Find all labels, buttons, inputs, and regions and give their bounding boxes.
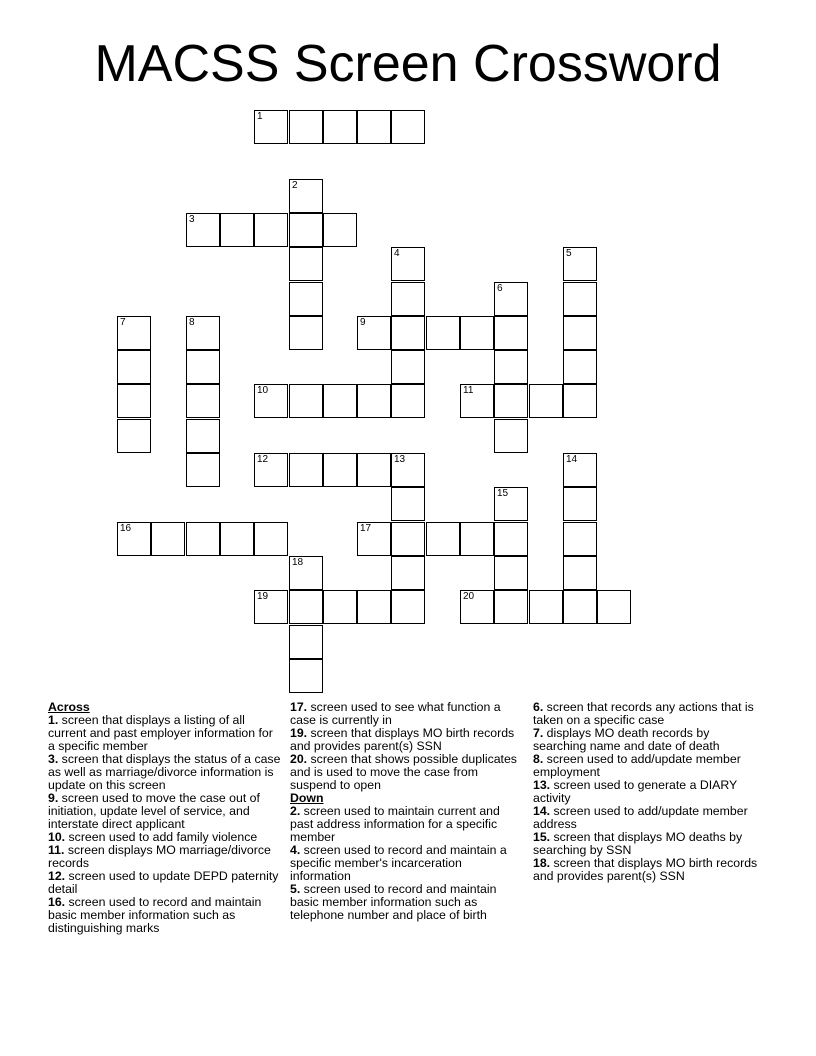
grid-cell[interactable] [494, 384, 528, 418]
clue-text: displays MO death records by searching name and date of death [533, 726, 720, 753]
clue-number: 7 [120, 317, 126, 328]
grid-cell[interactable] [117, 419, 151, 453]
across-header: Across [48, 700, 90, 714]
clue-text: screen used to add family violence [65, 830, 258, 844]
clue-number: 4 [394, 248, 400, 259]
grid-cell[interactable] [254, 590, 288, 624]
clue-text: screen used to add/update member employment [533, 752, 741, 779]
grid-cell[interactable] [117, 522, 151, 556]
clue-label: 7. [533, 726, 544, 740]
clue-text: screen used to maintain current and past address information for a specific member [290, 804, 500, 844]
grid-cell[interactable] [254, 453, 288, 487]
clue-label: 16. [48, 895, 66, 909]
grid-cell[interactable] [460, 384, 494, 418]
clue-text: screen that displays MO deaths by searching by SSN [533, 830, 743, 857]
page-title: MACSS Screen Crossword [94, 35, 722, 93]
clue-number: 6 [497, 283, 503, 294]
clue-text: screen used to update DEPD paternity detail [48, 869, 279, 896]
clue-label: 20. [290, 752, 308, 766]
grid-cell[interactable] [529, 384, 563, 418]
clue-number: 5 [566, 248, 572, 259]
clue-text: screen used to record and maintain basic member information such as telephone number and place of birth [290, 882, 497, 922]
grid-cell[interactable] [494, 487, 528, 521]
grid-cell[interactable] [254, 213, 288, 247]
clue-number: 17 [360, 523, 372, 534]
grid-cell[interactable] [289, 384, 323, 418]
clue-label: 1. [48, 713, 59, 727]
grid-cell[interactable] [186, 350, 220, 384]
grid-cell[interactable] [323, 384, 357, 418]
clue-number: 11 [463, 385, 474, 396]
grid-cell[interactable] [357, 590, 391, 624]
down-clue [533, 857, 763, 883]
grid-cell[interactable] [563, 350, 597, 384]
grid-cell[interactable] [426, 522, 460, 556]
down-clue [533, 779, 763, 805]
clues-column-1 [48, 701, 282, 935]
grid-cell[interactable] [391, 282, 425, 316]
grid-cell[interactable] [391, 487, 425, 521]
clue-number: 9 [360, 317, 366, 328]
down-clue [533, 831, 763, 857]
grid-cell[interactable] [391, 453, 425, 487]
grid-cell[interactable] [563, 556, 597, 590]
clue-text: screen used to see what function a case is currently in [290, 700, 501, 727]
clue-number: 20 [463, 591, 475, 602]
down-clue [533, 701, 763, 727]
grid-cell[interactable] [289, 659, 323, 693]
grid-cell[interactable] [357, 316, 391, 350]
grid-cell[interactable] [323, 110, 357, 144]
clue-label: 6. [533, 700, 544, 714]
grid-cell[interactable] [563, 453, 597, 487]
down-clue [533, 805, 763, 831]
clue-text: screen that displays a listing of all current and past employer information for a specific member [48, 713, 273, 753]
grid-cell[interactable] [460, 316, 494, 350]
grid-cell[interactable] [323, 590, 357, 624]
grid-cell[interactable] [254, 384, 288, 418]
clue-number: 3 [189, 214, 195, 225]
across-clue [290, 701, 526, 727]
across-clue [290, 727, 526, 753]
grid-cell[interactable] [151, 522, 185, 556]
grid-cell[interactable] [186, 453, 220, 487]
clue-label: 8. [533, 752, 544, 766]
down-header: Down [290, 791, 324, 805]
grid-cell[interactable] [494, 556, 528, 590]
clue-text: screen that displays the status of a case as well as marriage/divorce information is update on this screen [48, 752, 281, 792]
grid-cell[interactable] [289, 213, 323, 247]
grid-cell[interactable] [494, 282, 528, 316]
down-clue [290, 844, 526, 883]
across-clue [48, 714, 282, 753]
grid-cell[interactable] [289, 179, 323, 213]
grid-cell[interactable] [494, 350, 528, 384]
grid-cell[interactable] [563, 522, 597, 556]
clue-text: screen used to record and maintain basic member information such as distinguishing marks [48, 895, 262, 935]
clue-label: 15. [533, 830, 551, 844]
grid-cell[interactable] [289, 556, 323, 590]
grid-cell[interactable] [391, 350, 425, 384]
clue-number: 15 [497, 488, 509, 499]
grid-cell[interactable] [289, 110, 323, 144]
grid-cell[interactable] [186, 384, 220, 418]
grid-cell[interactable] [323, 213, 357, 247]
grid-cell[interactable] [289, 316, 323, 350]
clues-column-2 [290, 701, 526, 922]
grid-cell[interactable] [220, 522, 254, 556]
clue-label: 5. [290, 882, 301, 896]
clue-text: screen that records any actions that is taken on a specific case [533, 700, 754, 727]
grid-cell[interactable] [563, 590, 597, 624]
clue-number: 16 [120, 523, 132, 534]
grid-cell[interactable] [391, 384, 425, 418]
grid-cell[interactable] [117, 316, 151, 350]
grid-cell[interactable] [289, 590, 323, 624]
clue-label: 13. [533, 778, 551, 792]
grid-cell[interactable] [494, 590, 528, 624]
clue-number: 12 [257, 454, 269, 465]
clue-label: 3. [48, 752, 59, 766]
grid-cell[interactable] [186, 213, 220, 247]
grid-cell[interactable] [289, 282, 323, 316]
grid-cell[interactable] [220, 213, 254, 247]
grid-cell[interactable] [391, 247, 425, 281]
grid-cell[interactable] [117, 384, 151, 418]
clue-number: 1 [257, 111, 263, 122]
grid-cell[interactable] [289, 453, 323, 487]
grid-cell[interactable] [563, 487, 597, 521]
grid-cell[interactable] [357, 384, 391, 418]
grid-cell[interactable] [494, 316, 528, 350]
across-clue [48, 753, 282, 792]
grid-cell[interactable] [254, 110, 288, 144]
grid-cell[interactable] [391, 316, 425, 350]
clue-number: 18 [292, 557, 304, 568]
grid-cell[interactable] [357, 110, 391, 144]
grid-cell[interactable] [563, 247, 597, 281]
clue-number: 2 [292, 180, 298, 191]
grid-cell[interactable] [323, 453, 357, 487]
down-clue [290, 805, 526, 844]
across-clue [48, 844, 282, 870]
grid-cell[interactable] [460, 522, 494, 556]
clue-text: screen used to add/update member address [533, 804, 748, 831]
clue-text: screen that displays MO birth records and provides parent(s) SSN [290, 726, 515, 753]
clue-text: screen used to record and maintain a specific member's incarceration information [290, 843, 507, 883]
grid-cell[interactable] [357, 522, 391, 556]
clue-label: 10. [48, 830, 66, 844]
grid-cell[interactable] [391, 556, 425, 590]
grid-cell[interactable] [391, 110, 425, 144]
clue-text: screen used to move the case out of initiation, update level of service, and interstate direct applicant [48, 791, 260, 831]
grid-cell[interactable] [186, 419, 220, 453]
across-clue [48, 792, 282, 831]
grid-cell[interactable] [426, 316, 460, 350]
grid-cell[interactable] [563, 316, 597, 350]
grid-cell[interactable] [357, 453, 391, 487]
clue-label: 2. [290, 804, 301, 818]
clues-column-3 [533, 701, 763, 883]
clue-label: 14. [533, 804, 551, 818]
clue-label: 4. [290, 843, 301, 857]
grid-cell[interactable] [529, 590, 563, 624]
grid-cell[interactable] [563, 282, 597, 316]
grid-cell[interactable] [391, 590, 425, 624]
grid-cell[interactable] [186, 316, 220, 350]
across-clue [290, 753, 526, 792]
grid-cell[interactable] [494, 522, 528, 556]
clue-number: 13 [394, 454, 406, 465]
grid-cell[interactable] [563, 384, 597, 418]
clue-number: 8 [189, 317, 195, 328]
clue-text: screen used to generate a DIARY activity [533, 778, 737, 805]
clue-label: 12. [48, 869, 66, 883]
down-clue [533, 727, 763, 753]
grid-cell[interactable] [391, 522, 425, 556]
clue-number: 14 [566, 454, 578, 465]
grid-cell[interactable] [289, 247, 323, 281]
grid-cell[interactable] [494, 419, 528, 453]
grid-cell[interactable] [254, 522, 288, 556]
across-clue [48, 870, 282, 896]
down-clue [533, 753, 763, 779]
clue-label: 19. [290, 726, 308, 740]
grid-cell[interactable] [289, 625, 323, 659]
grid-cell[interactable] [597, 590, 631, 624]
clue-label: 9. [48, 791, 59, 805]
grid-cell[interactable] [460, 590, 494, 624]
down-clue [290, 883, 526, 922]
clue-label: 11. [48, 843, 65, 857]
grid-cell[interactable] [186, 522, 220, 556]
clue-text: screen that shows possible duplicates and is used to move the case from suspend to open [290, 752, 517, 792]
clue-label: 17. [290, 700, 308, 714]
grid-cell[interactable] [117, 350, 151, 384]
clue-number: 10 [257, 385, 269, 396]
clue-text: screen that displays MO birth records and provides parent(s) SSN [533, 856, 758, 883]
clue-number: 19 [257, 591, 269, 602]
clue-label: 18. [533, 856, 551, 870]
clue-text: screen displays MO marriage/divorce records [48, 843, 271, 870]
across-clue [48, 896, 282, 935]
